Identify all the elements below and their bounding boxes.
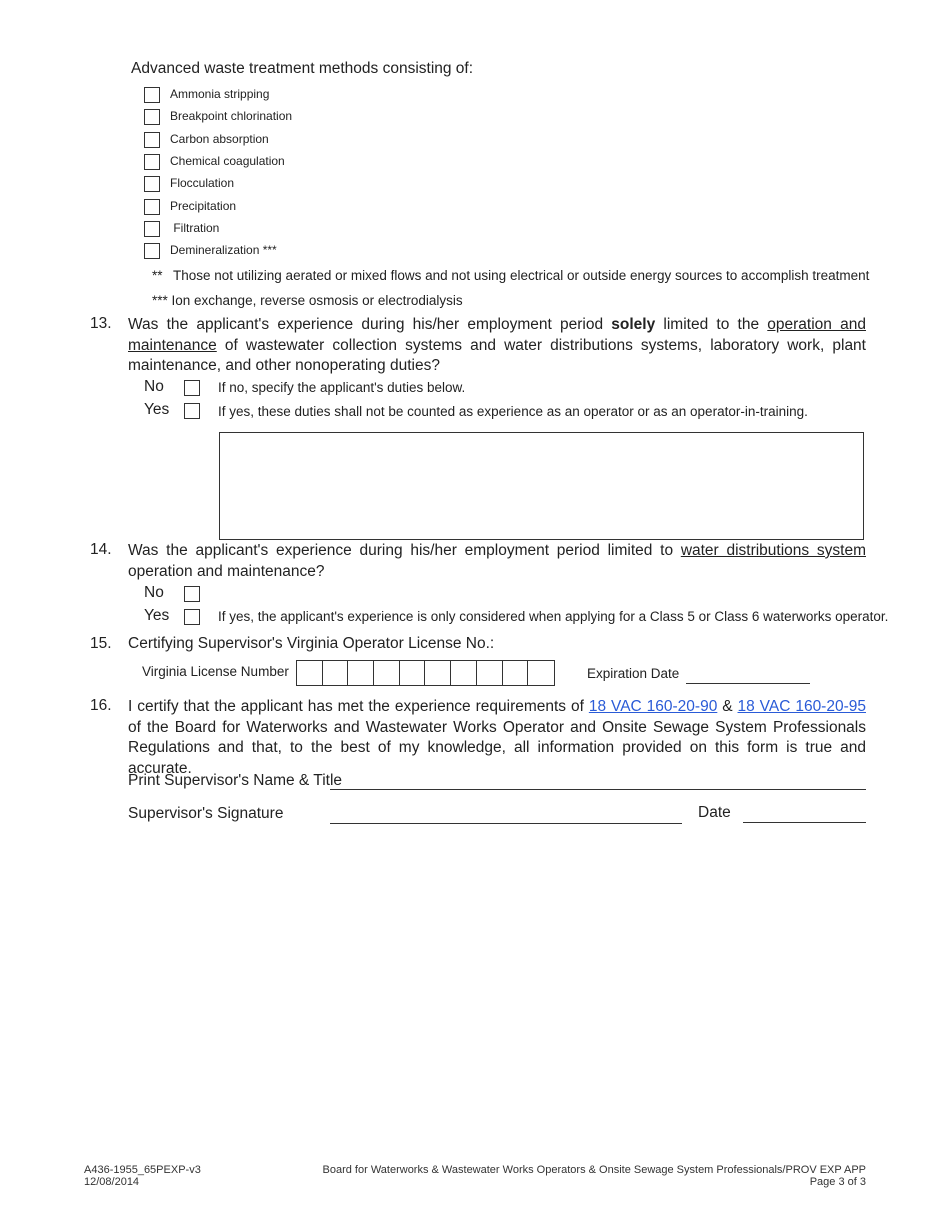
question-13-text: Was the applicant's experience during his/her employment period solely limited to the operation and maintenance of wastewater collection systems and water distributions systems, laboratory work, plant maintenance, and other nonoperating duties?: [128, 316, 866, 374]
license-digit-cell[interactable]: [297, 661, 323, 685]
footer-form-info: [84, 1164, 201, 1188]
license-digit-cell[interactable]: [348, 661, 374, 685]
method-checkbox[interactable]: [144, 199, 160, 215]
question-14-text: Was the applicant's experience during his/her employment period limited to water distributions system operation and maintenance?: [128, 542, 866, 580]
q13-yes-label: Yes: [144, 401, 170, 418]
signature-date-label: Date: [698, 804, 731, 821]
method-checkbox[interactable]: [144, 221, 160, 237]
expiration-date-field[interactable]: [686, 683, 810, 684]
license-digit-cell[interactable]: [323, 661, 349, 685]
method-checkbox[interactable]: [144, 176, 160, 192]
regulation-link-90[interactable]: 18 VAC 160-20-90: [588, 698, 718, 715]
method-label: Ammonia stripping: [170, 87, 270, 101]
footer-form-date: 12/08/2014: [84, 1176, 140, 1188]
method-label: Chemical coagulation: [170, 154, 285, 168]
method-label: Flocculation: [170, 176, 235, 190]
note-double-asterisk-text: Those not utilizing aerated or mixed flows and not using electrical or outside energy sources to accomplish treatment: [173, 268, 870, 283]
signature-label: Supervisor's Signature: [128, 805, 284, 822]
license-number-input[interactable]: [296, 660, 555, 686]
method-label: Precipitation: [170, 199, 237, 213]
license-digit-cell[interactable]: [451, 661, 477, 685]
method-checkbox[interactable]: [144, 132, 160, 148]
footer-board-name: Board for Waterworks & Wastewater Works Operators & Onsite Sewage System Professionals/PROV EXP APP: [322, 1164, 866, 1176]
method-label: Carbon absorption: [170, 132, 269, 146]
q13-no-note: If no, specify the applicant's duties below.: [218, 380, 466, 395]
license-digit-cell[interactable]: [528, 661, 554, 685]
method-checkbox[interactable]: [144, 154, 160, 170]
footer-board-info: [323, 1164, 866, 1188]
question-16-number: 16.: [90, 697, 112, 714]
method-label: Filtration: [170, 221, 220, 235]
question-13-number: 13.: [90, 315, 112, 332]
question-14-number: 14.: [90, 541, 112, 558]
q13-duties-textbox[interactable]: [219, 432, 864, 540]
signature-field[interactable]: [330, 823, 682, 824]
q13-yes-checkbox[interactable]: [184, 403, 200, 419]
q13-yes-note: If yes, these duties shall not be counted as experience as an operator or as an operator-in-training.: [218, 404, 808, 419]
method-label: Demineralization ***: [170, 243, 277, 257]
q14-yes-note: If yes, the applicant's experience is only considered when applying for a Class 5 or Class 6 waterworks operator.: [218, 609, 889, 624]
license-digit-cell[interactable]: [477, 661, 503, 685]
method-checkbox[interactable]: [144, 87, 160, 103]
q13-no-checkbox[interactable]: [184, 380, 200, 396]
footer-page-number: Page 3 of 3: [809, 1176, 866, 1188]
license-number-label: Virginia License Number: [142, 664, 289, 679]
q13-no-label: No: [144, 378, 164, 395]
license-digit-cell[interactable]: [425, 661, 451, 685]
print-name-field[interactable]: [330, 789, 866, 790]
method-checkbox[interactable]: [144, 243, 160, 259]
expiration-date-label: Expiration Date: [587, 666, 680, 681]
question-15-text: Certifying Supervisor's Virginia Operator License No.:: [128, 635, 495, 652]
q14-no-checkbox[interactable]: [184, 586, 200, 602]
note-triple-asterisk: *** Ion exchange, reverse osmosis or electrodialysis: [152, 293, 463, 308]
advanced-methods-heading: Advanced waste treatment methods consisting of:: [131, 60, 474, 77]
license-digit-cell[interactable]: [503, 661, 529, 685]
print-name-label: Print Supervisor's Name & Title: [128, 772, 343, 789]
question-15-number: 15.: [90, 635, 112, 652]
regulation-link-95[interactable]: 18 VAC 160-20-95: [737, 698, 866, 715]
question-16-text: I certify that the applicant has met the experience requirements of 18 VAC 160-20-90 & 18 VAC 160-20-95 of the Board for Waterworks and Wastewater Works Operator and Onsite Sewage System Professionals Regulations and that, to the best of my knowledge, all information provided on this form is true and accurate.: [128, 698, 866, 777]
signature-date-field[interactable]: [743, 822, 866, 823]
method-checkbox[interactable]: [144, 109, 160, 125]
note-double-asterisk-mark: **: [152, 268, 163, 283]
license-digit-cell[interactable]: [374, 661, 400, 685]
license-digit-cell[interactable]: [400, 661, 426, 685]
footer-form-id: A436-1955_65PEXP-v3: [84, 1164, 201, 1176]
q14-yes-label: Yes: [144, 607, 170, 624]
q14-yes-checkbox[interactable]: [184, 609, 200, 625]
q14-no-label: No: [144, 584, 164, 601]
method-label: Breakpoint chlorination: [170, 109, 293, 123]
